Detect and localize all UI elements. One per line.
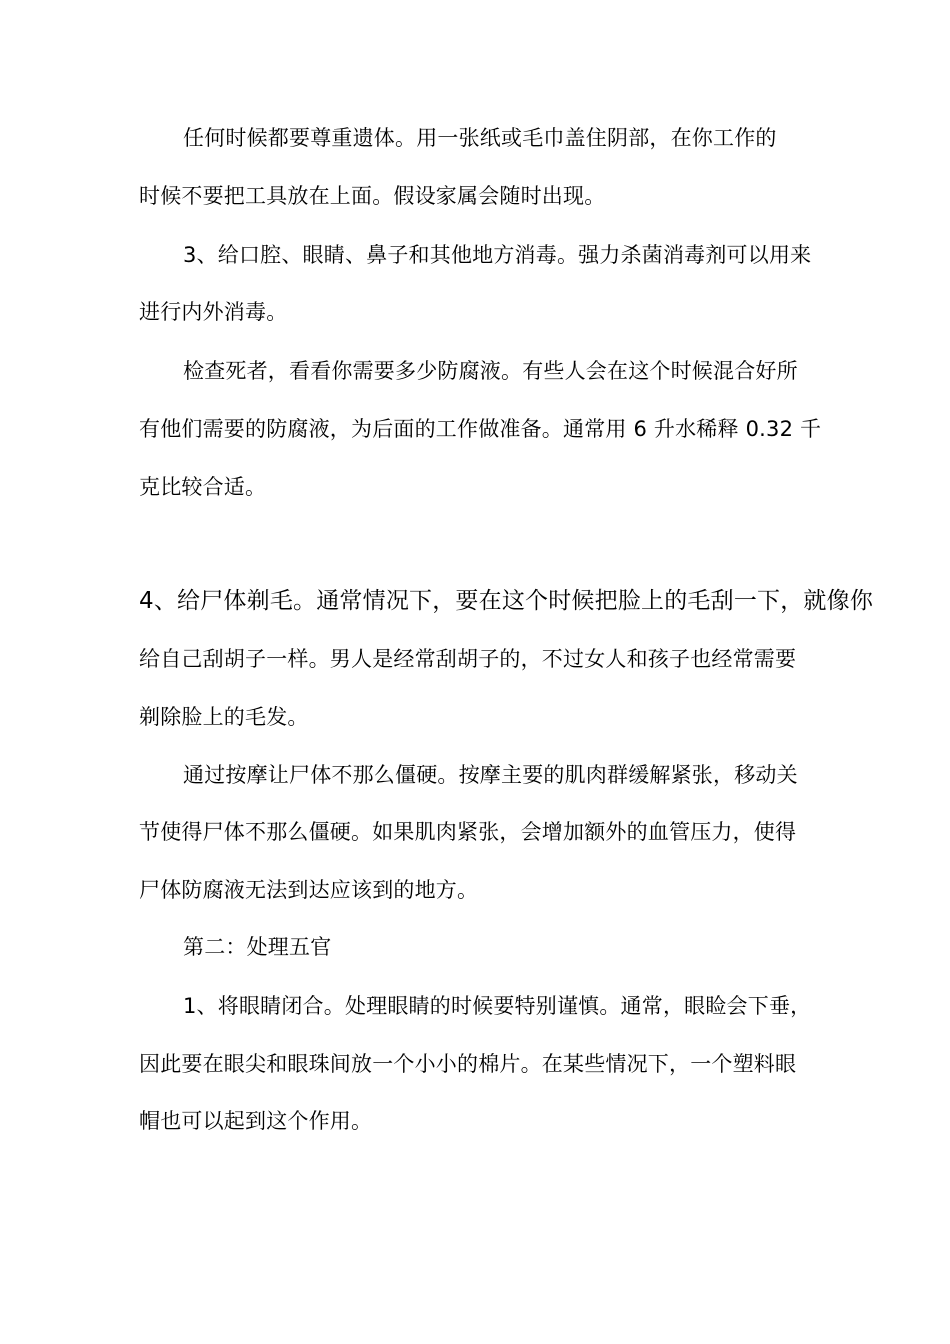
paragraph-line: 进行内外消毒。 xyxy=(139,300,288,324)
paragraph-line: 检查死者，看看你需要多少防腐液。有些人会在这个时候混合好所 xyxy=(183,359,798,383)
paragraph-line: 给自己刮胡子一样。男人是经常刮胡子的，不过女人和孩子也经常需要 xyxy=(139,647,797,671)
paragraph-line: 有他们需要的防腐液，为后面的工作做准备。通常用 6 升水稀释 0.32 千 xyxy=(139,417,822,441)
paragraph-line: 帽也可以起到这个作用。 xyxy=(139,1109,373,1133)
paragraph-line: 尸体防腐液无法到达应该到的地方。 xyxy=(139,878,479,902)
paragraph-line: 通过按摩让尸体不那么僵硬。按摩主要的肌肉群缓解紧张，移动关 xyxy=(183,763,798,787)
paragraph-line: 时候不要把工具放在上面。假设家属会随时出现。 xyxy=(139,184,606,208)
paragraph-line: 3、给口腔、眼睛、鼻子和其他地方消毒。强力杀菌消毒剂可以用来 xyxy=(183,243,812,267)
section-heading: 第二：处理五官 xyxy=(183,935,332,959)
paragraph-line: 1、将眼睛闭合。处理眼睛的时候要特别谨慎。通常，眼睑会下垂， xyxy=(183,994,812,1018)
paragraph-line: 任何时候都要尊重遗体。用一张纸或毛巾盖住阴部，在你工作的 xyxy=(183,126,777,150)
paragraph-line: 节使得尸体不那么僵硬。如果肌肉紧张，会增加额外的血管压力，使得 xyxy=(139,820,797,844)
paragraph-line: 4、给尸体剃毛。通常情况下，要在这个时候把脸上的毛刮一下，就像你 xyxy=(139,588,874,614)
paragraph-line: 剃除脸上的毛发。 xyxy=(139,705,309,729)
paragraph-line: 克比较合适。 xyxy=(139,475,267,499)
paragraph-line: 因此要在眼尖和眼珠间放一个小小的棉片。在某些情况下，一个塑料眼 xyxy=(139,1052,797,1076)
